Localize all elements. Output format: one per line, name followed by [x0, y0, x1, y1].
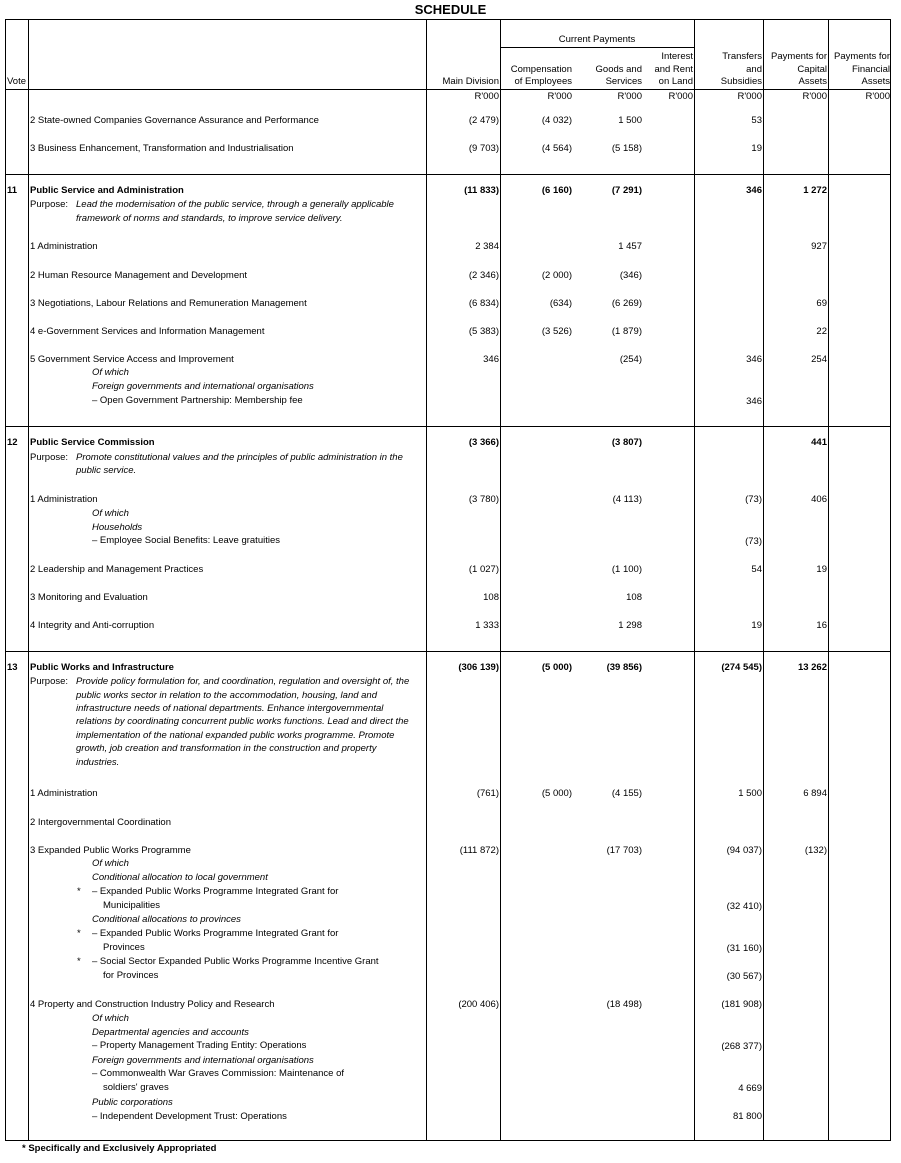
amount-transfers: (181 908) — [721, 999, 762, 1010]
schedule-title: SCHEDULE — [414, 2, 487, 17]
row-label: 2 Human Resource Management and Development — [30, 270, 248, 281]
unit-financial: R'000 — [865, 91, 890, 102]
row-label: Purpose: — [30, 676, 69, 687]
amount-main: (5 383) — [468, 326, 499, 337]
row-label: Public corporations — [92, 1097, 173, 1108]
amount-transfers: 4 669 — [738, 1083, 762, 1094]
amount-comp: (3 526) — [541, 326, 572, 337]
header-capital-1: Payments for — [771, 51, 827, 62]
row-label: 3 Business Enhancement, Transformation and Industrialisation — [30, 143, 294, 154]
row-label: 2 Leadership and Management Practices — [30, 564, 204, 575]
vote-title: Public Service Commission — [30, 437, 155, 448]
row-label: – Open Government Partnership: Membership fee — [92, 395, 303, 406]
amount-transfers: 53 — [751, 115, 762, 126]
row-label: soldiers' graves — [103, 1082, 169, 1093]
amount-comp: (634) — [549, 298, 572, 309]
row-label: 2 State-owned Companies Governance Assurance and Performance — [30, 115, 319, 126]
row-label: Foreign governments and international organisations — [92, 1055, 314, 1066]
row-label: Of which — [92, 858, 129, 869]
row-label: * — [77, 956, 81, 967]
amount-transfers: (268 377) — [721, 1041, 762, 1052]
row-label: framework of norms and standards, to improve service delivery. — [76, 213, 343, 224]
row-label: 3 Expanded Public Works Programme — [30, 845, 191, 856]
footnote: * Specifically and Exclusively Appropriated — [22, 1143, 217, 1154]
amount-main: (1 027) — [468, 564, 499, 575]
amount-goods: (1 100) — [611, 564, 642, 575]
row-label: – Property Management Trading Entity: Operations — [92, 1040, 307, 1051]
row-label: * — [77, 928, 81, 939]
row-label: – Social Sector Expanded Public Works Programme Incentive Grant — [92, 956, 379, 967]
amount-transfers: (73) — [745, 536, 762, 547]
row-label: 4 Property and Construction Industry Policy and Research — [30, 999, 275, 1010]
amount-goods: 1 500 — [618, 115, 642, 126]
row-label: 4 Integrity and Anti-corruption — [30, 620, 155, 631]
row-label: Provinces — [103, 942, 145, 953]
header-current-payments: Current Payments — [558, 34, 636, 45]
row-label: Conditional allocation to local government — [92, 872, 268, 883]
amount-transfers: (274 545) — [721, 662, 762, 673]
amount-transfers: 1 500 — [738, 788, 762, 799]
row-label: Of which — [92, 508, 129, 519]
amount-capital: 441 — [811, 437, 827, 448]
header-interest-1: Interest — [661, 51, 693, 62]
header-interest-3: on Land — [658, 76, 693, 87]
amount-transfers: (32 410) — [726, 901, 762, 912]
row-label: Of which — [92, 1013, 129, 1024]
amount-main: (2 346) — [468, 270, 499, 281]
header-compensation-1: Compensation — [510, 64, 572, 75]
amount-capital: 406 — [811, 494, 827, 505]
header-goods-1: Goods and — [595, 64, 642, 75]
header-financial-3: Assets — [861, 76, 890, 87]
amount-capital: 69 — [816, 298, 827, 309]
row-label: Purpose: — [30, 199, 69, 210]
row-label: Of which — [92, 367, 129, 378]
row-label: growth, job creation and transformation in the construction and property — [76, 743, 377, 754]
amount-transfers: (94 037) — [726, 845, 762, 856]
header-main-division: Main Division — [442, 76, 499, 87]
row-label: Promote constitutional values and the principles of public administration in the — [76, 452, 403, 463]
unit-capital: R'000 — [802, 91, 827, 102]
amount-main: (306 139) — [458, 662, 499, 673]
header-transfers-2: and — [746, 64, 762, 75]
amount-comp: (4 032) — [541, 115, 572, 126]
row-label: – Employee Social Benefits: Leave gratuities — [92, 535, 280, 546]
amount-capital: 16 — [816, 620, 827, 631]
row-label: 1 Administration — [30, 494, 98, 505]
amount-main: 1 333 — [475, 620, 499, 631]
row-label: infrastructure needs of national departments. Enhance intergovernmental — [76, 703, 384, 714]
unit-compensation: R'000 — [547, 91, 572, 102]
amount-goods: (18 498) — [606, 999, 642, 1010]
amount-capital: 19 — [816, 564, 827, 575]
unit-interest: R'000 — [668, 91, 693, 102]
vote-12-separator — [5, 426, 891, 427]
amount-capital: 254 — [811, 354, 827, 365]
header-financial-2: Financial — [851, 64, 890, 75]
amount-main: (3 366) — [468, 437, 499, 448]
amount-capital: 927 — [811, 241, 827, 252]
current-payments-underline — [500, 47, 694, 48]
row-label: implementation of the national expanded public works programme. Promote — [76, 730, 395, 741]
amount-transfers: 346 — [746, 185, 762, 196]
row-label: for Provinces — [103, 970, 159, 981]
amount-transfers: (31 160) — [726, 943, 762, 954]
amount-transfers: 19 — [751, 620, 762, 631]
amount-goods: (17 703) — [606, 845, 642, 856]
header-vote: Vote — [7, 76, 27, 87]
amount-capital: 1 272 — [803, 185, 827, 196]
amount-main: (3 780) — [468, 494, 499, 505]
amount-goods: (5 158) — [611, 143, 642, 154]
row-label: Departmental agencies and accounts — [92, 1027, 249, 1038]
amount-main: 108 — [483, 592, 499, 603]
column-divider-financial — [828, 19, 829, 1141]
row-label: 4 e-Government Services and Information Management — [30, 326, 265, 337]
amount-goods: (39 856) — [606, 662, 642, 673]
amount-comp: (4 564) — [541, 143, 572, 154]
unit-goods: R'000 — [617, 91, 642, 102]
amount-capital: 6 894 — [803, 788, 827, 799]
row-label: relations by coordinating concurrent public works functions. Lead and direct the — [76, 716, 409, 727]
amount-transfers: 346 — [746, 354, 762, 365]
row-label: Municipalities — [103, 900, 161, 911]
amount-comp: (6 160) — [541, 185, 572, 196]
amount-capital: (132) — [804, 845, 827, 856]
amount-comp: (2 000) — [541, 270, 572, 281]
unit-main: R'000 — [474, 91, 499, 102]
amount-main: (11 833) — [464, 185, 499, 196]
amount-main: (761) — [476, 788, 499, 799]
row-label: 3 Monitoring and Evaluation — [30, 592, 148, 603]
amount-transfers: 54 — [751, 564, 762, 575]
row-label: Provide policy formulation for, and coordination, regulation and oversight of, the — [76, 676, 410, 687]
column-divider-vote — [28, 19, 29, 1141]
header-interest-2: and Rent — [654, 64, 693, 75]
row-label: – Independent Development Trust: Operations — [92, 1111, 287, 1122]
amount-goods: 108 — [626, 592, 642, 603]
amount-main: (200 406) — [458, 999, 499, 1010]
row-label: 1 Administration — [30, 788, 98, 799]
amount-goods: (4 113) — [612, 494, 642, 505]
row-label: public works sector in relation to the accommodation, housing, land and — [76, 690, 378, 701]
row-label: Conditional allocations to provinces — [92, 914, 241, 925]
amount-main: (6 834) — [468, 298, 499, 309]
row-label: – Commonwealth War Graves Commission: Maintenance of — [92, 1068, 345, 1079]
row-label: industries. — [76, 757, 120, 768]
row-label: Households — [92, 522, 143, 533]
vote-number: 13 — [7, 662, 18, 673]
amount-goods: (1 879) — [611, 326, 642, 337]
amount-capital: 13 262 — [797, 662, 827, 673]
row-label: – Expanded Public Works Programme Integrated Grant for — [92, 928, 339, 939]
vote-number: 12 — [7, 437, 18, 448]
header-capital-2: Capital — [797, 64, 827, 75]
unit-transfers: R'000 — [737, 91, 762, 102]
header-goods-2: Services — [605, 76, 642, 87]
row-label: 1 Administration — [30, 241, 98, 252]
amount-main: (9 703) — [468, 143, 499, 154]
amount-capital: 22 — [816, 326, 827, 337]
row-label: 5 Government Service Access and Improvement — [30, 354, 234, 365]
amount-goods: (7 291) — [611, 185, 642, 196]
row-label: Lead the modernisation of the public service, through a generally applicable — [76, 199, 394, 210]
amount-transfers: 81 800 — [732, 1111, 762, 1122]
header-capital-3: Assets — [798, 76, 827, 87]
header-financial-1: Payments for — [834, 51, 890, 62]
amount-main: (111 872) — [459, 845, 499, 856]
column-divider-main — [426, 19, 427, 1141]
amount-goods: 1 457 — [618, 241, 642, 252]
row-label: Purpose: — [30, 452, 69, 463]
amount-main: (2 479) — [468, 115, 499, 126]
amount-goods: (346) — [619, 270, 642, 281]
header-compensation-2: of Employees — [514, 76, 572, 87]
amount-goods: (254) — [619, 354, 642, 365]
amount-comp: (5 000) — [541, 662, 572, 673]
vote-title: Public Works and Infrastructure — [30, 662, 174, 673]
amount-goods: (4 155) — [611, 788, 642, 799]
amount-goods: (3 807) — [611, 437, 642, 448]
amount-transfers: 346 — [746, 396, 762, 407]
row-label: * — [77, 886, 81, 897]
row-label: Foreign governments and international organisations — [92, 381, 314, 392]
amount-main: 2 384 — [475, 241, 499, 252]
amount-transfers: 19 — [751, 143, 762, 154]
amount-transfers: (30 567) — [726, 971, 762, 982]
amount-transfers: (73) — [745, 494, 762, 505]
header-transfers-1: Transfers — [722, 51, 762, 62]
row-label: public service. — [76, 465, 137, 476]
amount-comp: (5 000) — [541, 788, 572, 799]
row-label: 2 Intergovernmental Coordination — [30, 817, 172, 828]
header-transfers-3: Subsidies — [720, 76, 762, 87]
amount-goods: 1 298 — [618, 620, 642, 631]
vote-11-separator — [5, 174, 891, 175]
row-label: – Expanded Public Works Programme Integrated Grant for — [92, 886, 339, 897]
vote-title: Public Service and Administration — [30, 185, 184, 196]
header-bottom-rule — [5, 89, 891, 90]
amount-main: 346 — [483, 354, 499, 365]
vote-number: 11 — [7, 185, 18, 196]
vote-13-separator — [5, 651, 891, 652]
row-label: 3 Negotiations, Labour Relations and Remuneration Management — [30, 298, 307, 309]
amount-goods: (6 269) — [611, 298, 642, 309]
